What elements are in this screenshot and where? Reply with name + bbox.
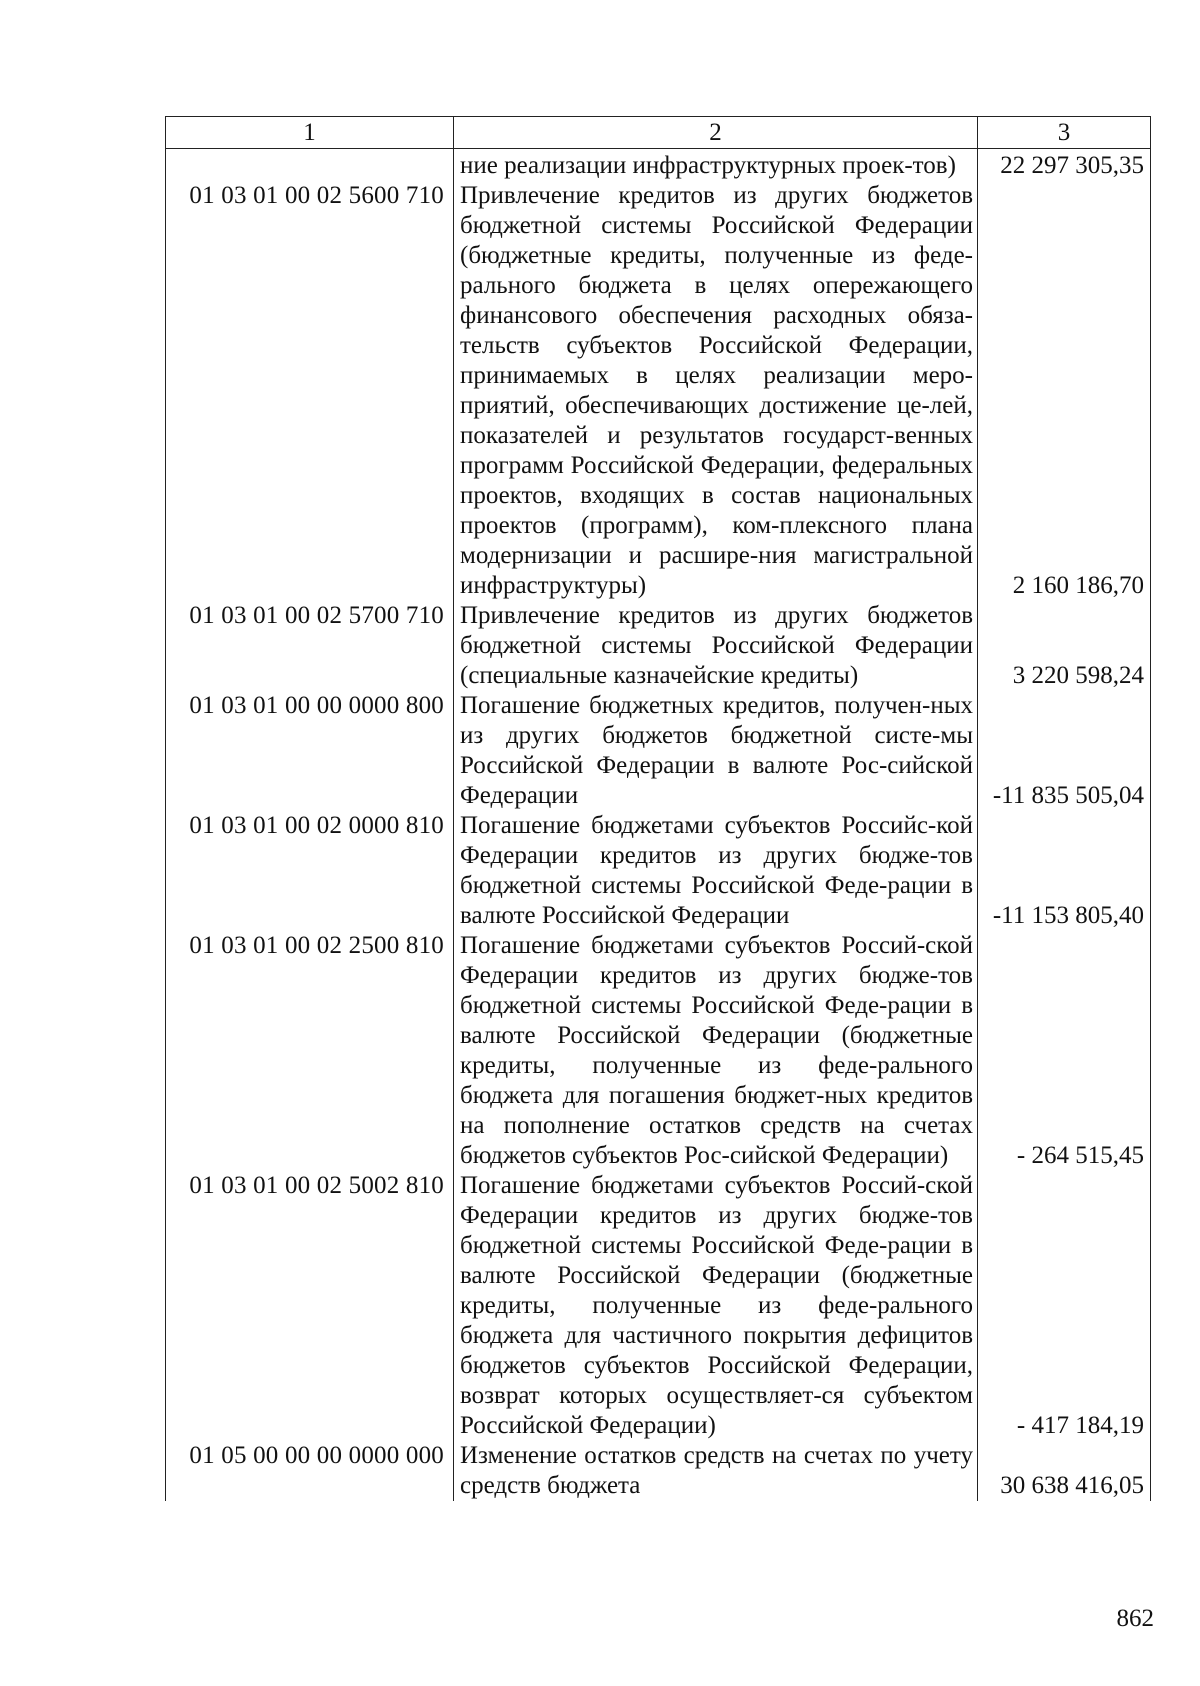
table-row xyxy=(166,931,1151,1171)
budget-code xyxy=(166,149,454,182)
row-amount: -11 835 505,04 xyxy=(978,691,1151,811)
column-header-1: 1 xyxy=(166,117,454,149)
row-description: ние реализации инфраструктурных проек-тов) xyxy=(454,149,978,182)
table-row xyxy=(166,601,1151,691)
budget-code: 01 03 01 00 00 0000 800 xyxy=(166,691,454,811)
row-amount: - 264 515,45 xyxy=(978,931,1151,1171)
table-row xyxy=(166,811,1151,931)
row-description: Привлечение кредитов из других бюджетов бюджетной системы Российской Федерации (специальные казначейские кредиты) xyxy=(454,601,978,691)
budget-code: 01 03 01 00 02 5700 710 xyxy=(166,601,454,691)
budget-table xyxy=(165,116,1151,1501)
row-amount: -11 153 805,40 xyxy=(978,811,1151,931)
row-description: Погашение бюджетами субъектов Российс-кой Федерации кредитов из других бюдже-тов бюджетной системы Российской Феде-рации в валюте Российской Федерации xyxy=(454,811,978,931)
row-amount: - 417 184,19 xyxy=(978,1171,1151,1441)
row-description: Привлечение кредитов из других бюджетов бюджетной системы Российской Федерации (бюджетные кредиты, полученные из феде-рального бюджета в целях опережающего финансового обеспечения расходных обяза-тельств субъектов Российской Федерации, принимаемых в целях реализации меро-приятий, обеспечивающих достижение це-лей, показателей и результатов государст-венных программ Российской Федерации, федеральных проектов, входящих в состав национальных проектов (программ), ком-плексного плана модернизации и расшире-ния магистральной инфраструктуры) xyxy=(454,181,978,601)
row-amount: 30 638 416,05 xyxy=(978,1441,1151,1501)
row-amount: 22 297 305,35 xyxy=(978,149,1151,182)
column-header-3: 3 xyxy=(978,117,1151,149)
table-row xyxy=(166,691,1151,811)
budget-code: 01 05 00 00 00 0000 000 xyxy=(166,1441,454,1501)
page-number: 862 xyxy=(1116,1605,1154,1632)
row-description: Погашение бюджетных кредитов, получен-ных из других бюджетов бюджетной систе-мы Российской Федерации в валюте Рос-сийской Федерации xyxy=(454,691,978,811)
budget-code: 01 03 01 00 02 2500 810 xyxy=(166,931,454,1171)
table-row xyxy=(166,181,1151,601)
budget-code: 01 03 01 00 02 0000 810 xyxy=(166,811,454,931)
row-amount: 2 160 186,70 xyxy=(978,181,1151,601)
column-header-2: 2 xyxy=(454,117,978,149)
row-description: Погашение бюджетами субъектов Россий-ской Федерации кредитов из других бюдже-тов бюджетной системы Российской Феде-рации в валюте Российской Федерации (бюджетные кредиты, полученные из феде-рального бюджета для погашения бюджет-ных кредитов на пополнение остатков средств на счетах бюджетов субъектов Рос-сийской Федерации) xyxy=(454,931,978,1171)
table-row xyxy=(166,1441,1151,1501)
table-header xyxy=(166,117,1151,149)
row-amount: 3 220 598,24 xyxy=(978,601,1151,691)
row-description: Погашение бюджетами субъектов Россий-ской Федерации кредитов из других бюдже-тов бюджетной системы Российской Феде-рации в валюте Российской Федерации (бюджетные кредиты, полученные из феде-рального бюджета для частичного покрытия дефицитов бюджетов субъектов Российской Федерации, возврат которых осуществляет-ся субъектом Российской Федерации) xyxy=(454,1171,978,1441)
table-row xyxy=(166,149,1151,182)
row-description: Изменение остатков средств на счетах по учету средств бюджета xyxy=(454,1441,978,1501)
budget-code: 01 03 01 00 02 5600 710 xyxy=(166,181,454,601)
table-row xyxy=(166,1171,1151,1441)
budget-code: 01 03 01 00 02 5002 810 xyxy=(166,1171,454,1441)
table-body xyxy=(166,149,1151,1502)
